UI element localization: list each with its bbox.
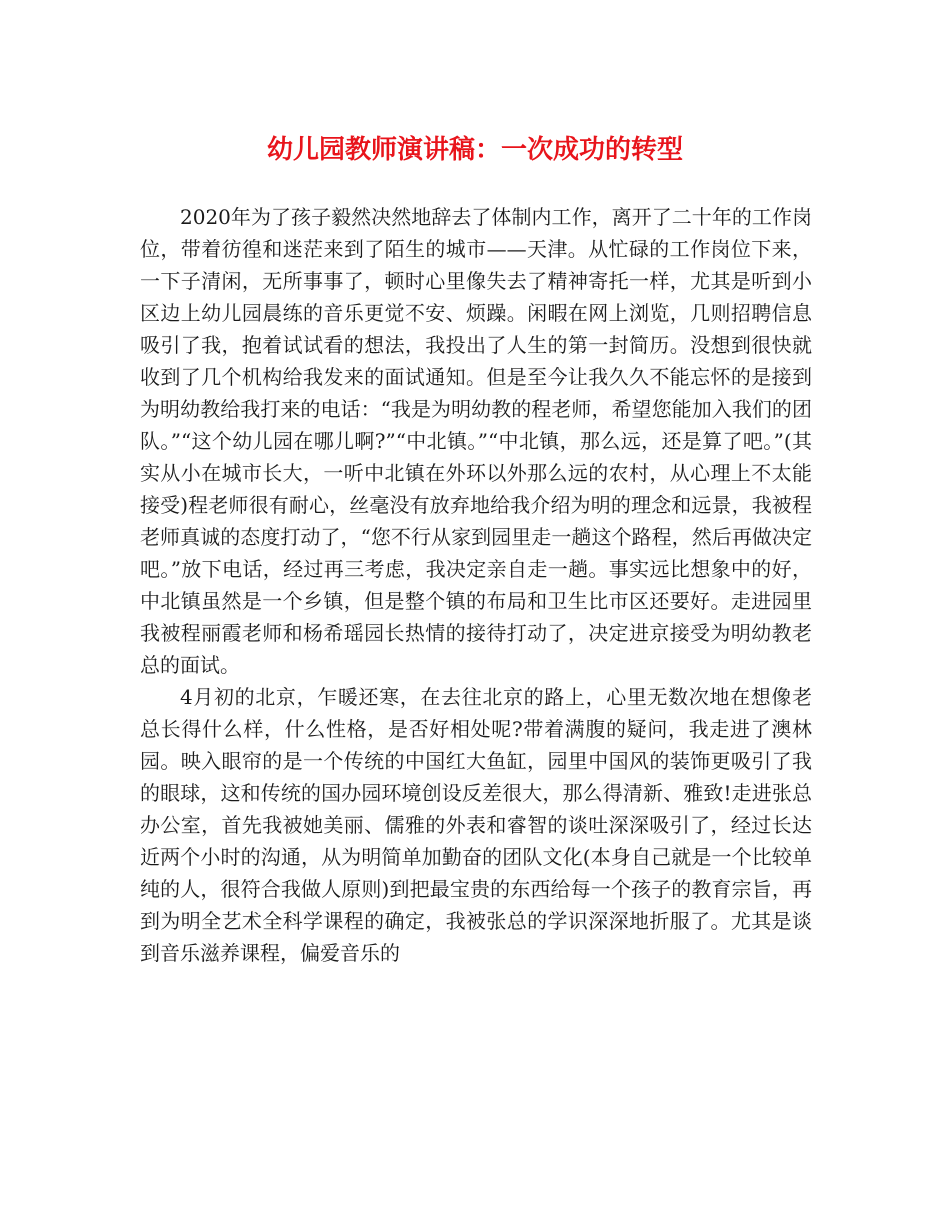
paragraph-2: 4月初的北京，乍暖还寒，在去往北京的路上，心里无数次地在想像老总长得什么样，什么性格，是否好相处呢?带着满腹的疑问，我走进了澳林园。映入眼帘的是一个传统的中国红大鱼缸，园里中国风的装饰更吸引了我的眼球，这和传统的国办园环境创设反差很大，那么得清新、雅致!走进张总办公室，首先我被她美丽、儒雅的外表和睿智的谈吐深深吸引了，经过长达近两个小时的沟通，从为明简单加勤奋的团队文化(本身自己就是一个比较单纯的人，很符合我做人原则)到把最宝贵的东西给每一个孩子的教育宗旨，再到为明全艺术全科学课程的确定，我被张总的学识深深地折服了。尤其是谈到音乐滋养课程，偏爱音乐的 [140, 685, 812, 965]
document-title: 幼儿园教师演讲稿：一次成功的转型 [266, 135, 683, 165]
paragraph-1: 2020年为了孩子毅然决然地辞去了体制内工作，离开了二十年的工作岗位，带着彷徨和迷茫来到了陌生的城市——天津。从忙碌的工作岗位下来，一下子清闲，无所事事了，顿时心里像失去了精神寄托一样，尤其是听到小区边上幼儿园晨练的音乐更觉不安、烦躁。闲暇在网上浏览，几则招聘信息吸引了我，抱着试试看的想法，我投出了人生的第一封简历。没想到很快就收到了几个机构给我发来的面试通知。但是至今让我久久不能忘怀的是接到为明幼教给我打来的电话：“我是为明幼教的程老师，希望您能加入我们的团队。”“这个幼儿园在哪儿啊?”“中北镇。”“中北镇，那么远，还是算了吧。”(其实从小在城市长大，一听中北镇在外环以外那么远的农村，从心理上不太能接受)程老师很有耐心，丝毫没有放弃地给我介绍为明的理念和远景，我被程老师真诚的态度打动了，“您不行从家到园里走一趟这个路程，然后再做决定吧。”放下电话，经过再三考虑，我决定亲自走一趟。事实远比想象中的好，中北镇虽然是一个乡镇，但是整个镇的布局和卫生比市区还要好。走进园里我被程丽霞老师和杨希瑶园长热情的接待打动了，决定进京接受为明幼教老总的面试。 [140, 205, 812, 677]
document-body [140, 201, 812, 969]
